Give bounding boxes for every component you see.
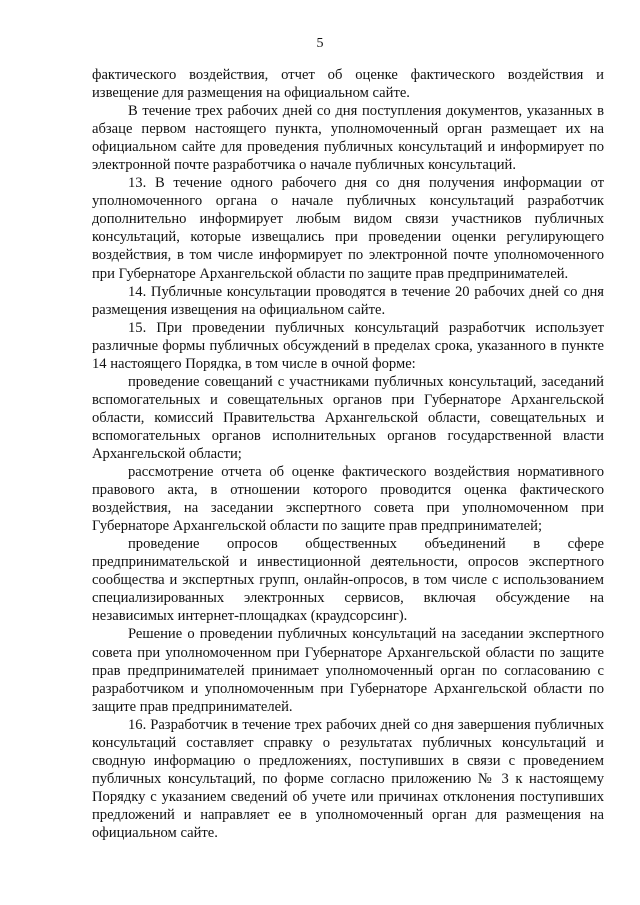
document-body: [92, 66, 604, 842]
paragraph-expert-council-decision: Решение о проведении публичных консультаций на заседании экспертного совета при уполномоченном при Губернаторе Архангельской области по защите прав предпринимателей принимает уполномоченный орган по согласованию с разработчиком и уполномоченным при Губернаторе Архангельской области по защите прав предпринимателей.: [92, 626, 604, 715]
paragraph-16: 16. Разработчик в течение трех рабочих дней со дня завершения публичных консультаций составляет справку о результатах публичных консультаций и сводную информацию о предложениях, поступивших в связи с проведением публичных консультаций, по форме согласно приложению № 3 к настоящему Порядку с указанием сведений об учете или причинах отклонения поступивших предложений и направляет ее в уполномоченный орган для размещения на официальном сайте.: [92, 716, 604, 841]
page-number: 5: [316, 36, 324, 51]
paragraph-15-item-surveys: проведение опросов общественных объединений в сфере предпринимательской и инвестиционной деятельности, опросов экспертного сообщества и экспертных групп, онлайн-опросов, в том числе с использованием специализированных электронных сервисов, включая обсуждение на независимых интернет-площадках (краудсорсинг).: [92, 536, 604, 625]
paragraph-publication-terms: В течение трех рабочих дней со дня поступления документов, указанных в абзаце первом настоящего пункта, уполномоченный орган размещает их на официальном сайте для проведения публичных консультаций и информирует по электронной почте разработчика о начале публичных консультаций.: [92, 103, 604, 174]
paragraph-15: 15. При проведении публичных консультаций разработчик использует различные формы публичных обсуждений в пределах срока, указанного в пункте 14 настоящего Порядка, в том числе в очной форме:: [92, 319, 604, 372]
paragraph-continuation: фактического воздействия, отчет об оценке фактического воздействия и извещение для размещения на официальном сайте.: [92, 67, 604, 102]
paragraph-14: 14. Публичные консультации проводятся в течение 20 рабочих дней со дня размещения извещения на официальном сайте.: [92, 283, 604, 318]
paragraph-15-item-report-review: рассмотрение отчета об оценке фактического воздействия нормативного правового акта, в отношении которого проводится оценка фактического воздействия, на заседании экспертного совета при уполномоченном при Губернаторе Архангельской области по защите прав предпринимателей;: [92, 464, 604, 535]
paragraph-13: 13. В течение одного рабочего дня со дня получения информации от уполномоченного органа о начале публичных консультаций разработчик дополнительно информирует любым видом связи участников публичных консультаций, которые извещались при проведении оценки регулирующего воздействия, в том числе информирует по электронной почте уполномоченного при Губернаторе Архангельской области по защите прав предпринимателей.: [92, 175, 604, 282]
paragraph-15-item-meetings: проведение совещаний с участниками публичных консультаций, заседаний вспомогательных и совещательных органов при Губернаторе Архангельской области, комиссий Правительства Архангельской области, совещательных и вспомогательных органов исполнительных органов государственной власти Архангельской области;: [92, 373, 604, 462]
